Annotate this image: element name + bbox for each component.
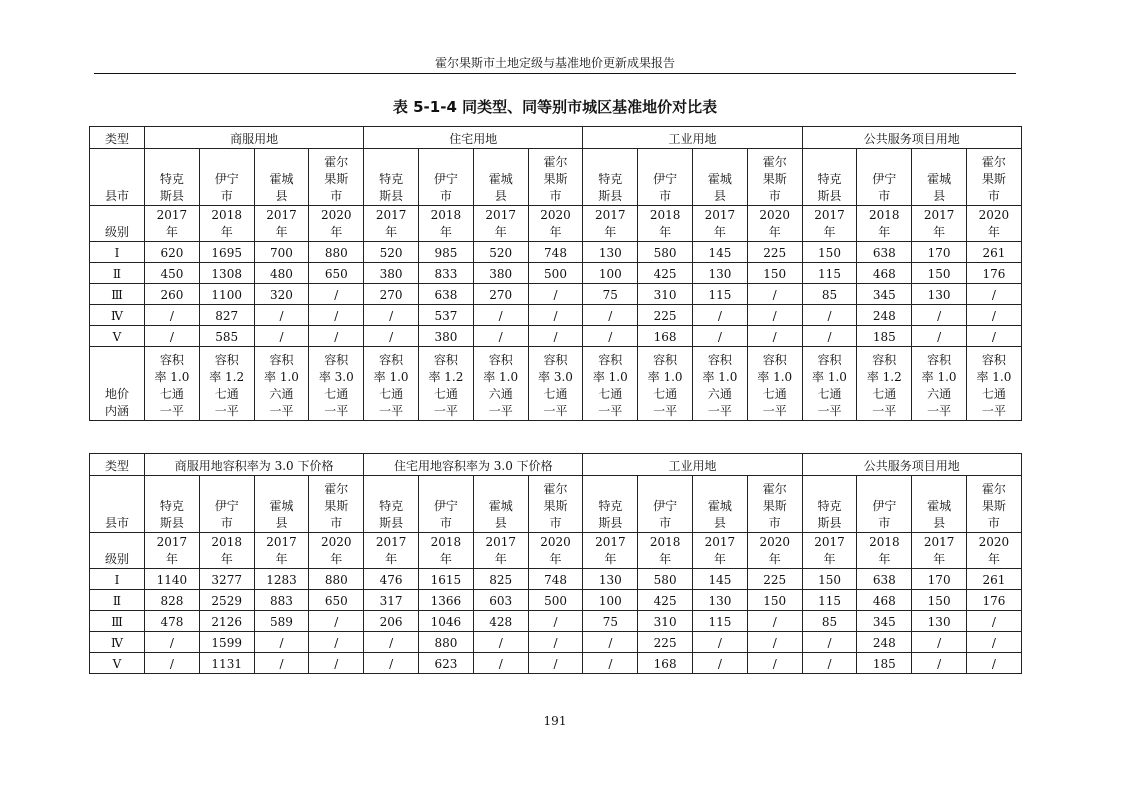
- table-row: [90, 305, 1022, 326]
- year-cell: 2017 年: [473, 533, 528, 569]
- year-cell: 2017 年: [364, 206, 419, 242]
- price-cell: 270: [364, 284, 419, 305]
- city-name: 霍尔 果斯 市: [309, 476, 364, 533]
- land-use-group: 住宅用地: [364, 127, 583, 149]
- price-cell: 320: [254, 284, 309, 305]
- price-cell: /: [967, 632, 1022, 653]
- city-name: 伊宁 市: [419, 476, 474, 533]
- price-cell: 2126: [199, 611, 254, 632]
- price-cell: 425: [638, 263, 693, 284]
- price-cell: 270: [473, 284, 528, 305]
- meaning-cell: 容积 率 3.0 七通 一平: [528, 347, 583, 421]
- year-cell: 2018 年: [857, 533, 912, 569]
- meaning-cell: 容积 率 1.0 七通 一平: [364, 347, 419, 421]
- year-cell: 2018 年: [857, 206, 912, 242]
- grade-label: 级别: [90, 533, 145, 569]
- price-cell: 85: [802, 284, 857, 305]
- price-cell: /: [309, 305, 364, 326]
- price-cell: /: [145, 305, 200, 326]
- price-cell: 748: [528, 569, 583, 590]
- city-name: 特克 斯县: [364, 476, 419, 533]
- price-cell: 638: [857, 569, 912, 590]
- price-cell: 520: [364, 242, 419, 263]
- price-cell: /: [693, 305, 748, 326]
- price-cell: 168: [638, 326, 693, 347]
- price-cell: 650: [309, 263, 364, 284]
- year-cell: 2017 年: [145, 533, 200, 569]
- price-cell: 880: [419, 632, 474, 653]
- price-cell: 115: [693, 284, 748, 305]
- price-cell: /: [912, 632, 967, 653]
- price-cell: 380: [473, 263, 528, 284]
- price-cell: 620: [145, 242, 200, 263]
- price-cell: 1615: [419, 569, 474, 590]
- city-name: 伊宁 市: [638, 476, 693, 533]
- year-cell: 2017 年: [693, 533, 748, 569]
- price-cell: /: [802, 326, 857, 347]
- price-cell: 476: [364, 569, 419, 590]
- year-cell: 2020 年: [309, 206, 364, 242]
- price-cell: 478: [145, 611, 200, 632]
- city-name: 特克 斯县: [583, 476, 638, 533]
- price-cell: /: [912, 305, 967, 326]
- price-cell: /: [528, 326, 583, 347]
- price-cell: 883: [254, 590, 309, 611]
- year-cell: 2017 年: [583, 533, 638, 569]
- price-cell: /: [802, 305, 857, 326]
- price-cell: /: [802, 632, 857, 653]
- grade-cell: Ⅴ: [90, 326, 145, 347]
- price-cell: 145: [693, 242, 748, 263]
- table-row: [90, 569, 1022, 590]
- city-name: 特克 斯县: [145, 476, 200, 533]
- year-cell: 2020 年: [967, 533, 1022, 569]
- price-cell: 225: [638, 632, 693, 653]
- price-cell: 317: [364, 590, 419, 611]
- price-cell: 206: [364, 611, 419, 632]
- grade-cell: Ⅱ: [90, 263, 145, 284]
- price-cell: 176: [967, 590, 1022, 611]
- price-cell: 225: [747, 569, 802, 590]
- meaning-cell: 容积 率 1.0 六通 一平: [254, 347, 309, 421]
- price-table-2: [89, 453, 1022, 674]
- city-name: 伊宁 市: [199, 149, 254, 206]
- price-cell: 130: [693, 263, 748, 284]
- group-header-row: [90, 127, 1022, 149]
- price-cell: 1100: [199, 284, 254, 305]
- city-name: 霍城 县: [912, 149, 967, 206]
- city-name: 霍尔 果斯 市: [528, 476, 583, 533]
- page-header: 霍尔果斯市土地定级与基准地价更新成果报告: [434, 56, 675, 70]
- price-cell: 225: [638, 305, 693, 326]
- price-cell: 115: [802, 263, 857, 284]
- price-cell: 825: [473, 569, 528, 590]
- price-cell: 176: [967, 263, 1022, 284]
- price-cell: /: [747, 284, 802, 305]
- price-cell: 623: [419, 653, 474, 674]
- price-cell: 185: [857, 653, 912, 674]
- meaning-cell: 容积 率 3.0 七通 一平: [309, 347, 364, 421]
- price-cell: /: [309, 284, 364, 305]
- price-cell: /: [364, 326, 419, 347]
- city-name: 特克 斯县: [802, 149, 857, 206]
- meaning-cell: 容积 率 1.0 七通 一平: [802, 347, 857, 421]
- city-name: 特克 斯县: [145, 149, 200, 206]
- price-cell: 985: [419, 242, 474, 263]
- year-cell: 2017 年: [145, 206, 200, 242]
- price-cell: 115: [802, 590, 857, 611]
- price-cell: /: [145, 653, 200, 674]
- price-cell: /: [967, 326, 1022, 347]
- table-row: [90, 590, 1022, 611]
- price-cell: 1283: [254, 569, 309, 590]
- land-use-group: 工业用地: [583, 127, 802, 149]
- land-use-group: 公共服务项目用地: [802, 454, 1021, 476]
- price-cell: /: [747, 653, 802, 674]
- price-cell: /: [473, 632, 528, 653]
- table-row: [90, 263, 1022, 284]
- price-table-1: [89, 126, 1022, 421]
- price-cell: 580: [638, 569, 693, 590]
- city-name: 伊宁 市: [638, 149, 693, 206]
- price-cell: /: [583, 305, 638, 326]
- price-cell: 580: [638, 242, 693, 263]
- city-name: 霍城 县: [473, 149, 528, 206]
- price-cell: 650: [309, 590, 364, 611]
- price-cell: /: [912, 326, 967, 347]
- year-cell: 2017 年: [583, 206, 638, 242]
- year-cell: 2018 年: [419, 206, 474, 242]
- price-cell: 1308: [199, 263, 254, 284]
- city-name: 霍尔 果斯 市: [309, 149, 364, 206]
- price-cell: 589: [254, 611, 309, 632]
- city-name: 霍城 县: [912, 476, 967, 533]
- price-cell: /: [145, 326, 200, 347]
- grade-cell: Ⅱ: [90, 590, 145, 611]
- price-cell: /: [473, 326, 528, 347]
- price-cell: 700: [254, 242, 309, 263]
- price-cell: 248: [857, 632, 912, 653]
- price-cell: 150: [912, 263, 967, 284]
- meaning-cell: 容积 率 1.0 六通 一平: [912, 347, 967, 421]
- price-cell: 2529: [199, 590, 254, 611]
- price-cell: /: [967, 611, 1022, 632]
- price-cell: 310: [638, 611, 693, 632]
- city-header-row: [90, 476, 1022, 533]
- price-cell: 468: [857, 263, 912, 284]
- price-cell: 85: [802, 611, 857, 632]
- price-cell: 225: [747, 242, 802, 263]
- table-title: 表 5-1-4 同类型、同等别市城区基准地价对比表: [392, 98, 718, 116]
- price-cell: /: [912, 653, 967, 674]
- price-cell: 260: [145, 284, 200, 305]
- price-cell: 537: [419, 305, 474, 326]
- price-cell: 380: [419, 326, 474, 347]
- year-cell: 2018 年: [638, 533, 693, 569]
- price-cell: /: [473, 653, 528, 674]
- table-row: [90, 611, 1022, 632]
- price-cell: 150: [747, 263, 802, 284]
- city-name: 伊宁 市: [199, 476, 254, 533]
- price-cell: /: [309, 326, 364, 347]
- grade-label: 级别: [90, 206, 145, 242]
- table-row: [90, 284, 1022, 305]
- land-use-group: 住宅用地容积率为 3.0 下价格: [364, 454, 583, 476]
- price-cell: /: [693, 653, 748, 674]
- year-cell: 2017 年: [802, 533, 857, 569]
- city-name: 霍城 县: [693, 476, 748, 533]
- price-cell: 425: [638, 590, 693, 611]
- price-cell: /: [967, 305, 1022, 326]
- group-header-row: [90, 454, 1022, 476]
- price-cell: 827: [199, 305, 254, 326]
- type-label: 类型: [90, 454, 145, 476]
- city-name: 霍尔 果斯 市: [528, 149, 583, 206]
- price-cell: 345: [857, 284, 912, 305]
- city-name: 特克 斯县: [583, 149, 638, 206]
- meaning-cell: 容积 率 1.2 七通 一平: [199, 347, 254, 421]
- price-cell: 150: [802, 569, 857, 590]
- county-label: 县市: [90, 476, 145, 533]
- price-cell: 261: [967, 569, 1022, 590]
- price-cell: 150: [747, 590, 802, 611]
- meaning-cell: 容积 率 1.0 七通 一平: [583, 347, 638, 421]
- year-cell: 2017 年: [912, 206, 967, 242]
- price-cell: /: [473, 305, 528, 326]
- city-name: 霍城 县: [254, 149, 309, 206]
- table-row: [90, 326, 1022, 347]
- meaning-cell: 容积 率 1.2 七通 一平: [419, 347, 474, 421]
- price-cell: /: [747, 326, 802, 347]
- price-cell: 480: [254, 263, 309, 284]
- price-cell: /: [528, 653, 583, 674]
- price-cell: 248: [857, 305, 912, 326]
- price-cell: 75: [583, 611, 638, 632]
- price-cell: 345: [857, 611, 912, 632]
- meaning-label: 地价 内涵: [90, 347, 145, 421]
- grade-cell: Ⅰ: [90, 242, 145, 263]
- price-cell: /: [747, 611, 802, 632]
- year-cell: 2017 年: [254, 533, 309, 569]
- price-cell: 3277: [199, 569, 254, 590]
- grade-cell: Ⅰ: [90, 569, 145, 590]
- year-cell: 2018 年: [199, 206, 254, 242]
- price-cell: /: [528, 284, 583, 305]
- price-cell: /: [747, 305, 802, 326]
- price-cell: 130: [583, 569, 638, 590]
- grade-cell: Ⅴ: [90, 653, 145, 674]
- city-name: 霍城 县: [254, 476, 309, 533]
- price-cell: 500: [528, 263, 583, 284]
- price-cell: /: [747, 632, 802, 653]
- price-cell: 500: [528, 590, 583, 611]
- year-cell: 2020 年: [528, 206, 583, 242]
- price-cell: 100: [583, 263, 638, 284]
- year-cell: 2017 年: [254, 206, 309, 242]
- price-cell: /: [528, 305, 583, 326]
- price-cell: 833: [419, 263, 474, 284]
- price-cell: /: [967, 284, 1022, 305]
- price-cell: 450: [145, 263, 200, 284]
- price-cell: 168: [638, 653, 693, 674]
- price-cell: /: [967, 653, 1022, 674]
- price-cell: 170: [912, 569, 967, 590]
- price-cell: 130: [912, 284, 967, 305]
- city-name: 伊宁 市: [857, 149, 912, 206]
- city-header-row: [90, 149, 1022, 206]
- price-cell: /: [254, 305, 309, 326]
- meaning-cell: 容积 率 1.2 七通 一平: [857, 347, 912, 421]
- year-header-row: [90, 206, 1022, 242]
- city-name: 伊宁 市: [419, 149, 474, 206]
- price-cell: /: [254, 632, 309, 653]
- price-cell: 310: [638, 284, 693, 305]
- price-cell: /: [254, 326, 309, 347]
- price-cell: 170: [912, 242, 967, 263]
- price-cell: 115: [693, 611, 748, 632]
- city-name: 霍尔 果斯 市: [747, 476, 802, 533]
- year-header-row: [90, 533, 1022, 569]
- city-name: 霍尔 果斯 市: [967, 149, 1022, 206]
- year-cell: 2017 年: [693, 206, 748, 242]
- price-cell: 1695: [199, 242, 254, 263]
- city-name: 霍尔 果斯 市: [967, 476, 1022, 533]
- price-cell: 75: [583, 284, 638, 305]
- year-cell: 2020 年: [528, 533, 583, 569]
- price-cell: 261: [967, 242, 1022, 263]
- price-cell: /: [528, 632, 583, 653]
- price-cell: /: [364, 305, 419, 326]
- land-use-group: 商服用地: [145, 127, 364, 149]
- header-rule: [94, 73, 1016, 74]
- price-cell: /: [309, 632, 364, 653]
- page-number: 191: [543, 714, 567, 728]
- price-cell: 150: [912, 590, 967, 611]
- price-cell: 185: [857, 326, 912, 347]
- price-cell: /: [309, 611, 364, 632]
- price-cell: /: [528, 611, 583, 632]
- city-name: 伊宁 市: [857, 476, 912, 533]
- land-use-group: 公共服务项目用地: [802, 127, 1021, 149]
- grade-cell: Ⅲ: [90, 284, 145, 305]
- price-cell: /: [693, 632, 748, 653]
- price-cell: /: [254, 653, 309, 674]
- land-use-group: 工业用地: [583, 454, 802, 476]
- year-cell: 2020 年: [967, 206, 1022, 242]
- price-cell: /: [802, 653, 857, 674]
- meaning-cell: 容积 率 1.0 六通 一平: [473, 347, 528, 421]
- price-cell: 428: [473, 611, 528, 632]
- table-row: [90, 242, 1022, 263]
- price-cell: 1599: [199, 632, 254, 653]
- grade-cell: Ⅲ: [90, 611, 145, 632]
- price-cell: /: [364, 632, 419, 653]
- year-cell: 2020 年: [309, 533, 364, 569]
- year-cell: 2017 年: [473, 206, 528, 242]
- price-cell: /: [583, 632, 638, 653]
- meaning-cell: 容积 率 1.0 七通 一平: [747, 347, 802, 421]
- table-row: [90, 653, 1022, 674]
- price-cell: /: [309, 653, 364, 674]
- city-name: 霍尔 果斯 市: [747, 149, 802, 206]
- price-cell: /: [145, 632, 200, 653]
- city-name: 霍城 县: [693, 149, 748, 206]
- type-label: 类型: [90, 127, 145, 149]
- year-cell: 2018 年: [199, 533, 254, 569]
- price-cell: 828: [145, 590, 200, 611]
- price-cell: /: [583, 326, 638, 347]
- price-cell: 130: [912, 611, 967, 632]
- year-cell: 2020 年: [747, 533, 802, 569]
- year-cell: 2017 年: [912, 533, 967, 569]
- price-cell: 380: [364, 263, 419, 284]
- price-cell: 130: [583, 242, 638, 263]
- meaning-cell: 容积 率 1.0 七通 一平: [967, 347, 1022, 421]
- price-cell: /: [583, 653, 638, 674]
- year-cell: 2020 年: [747, 206, 802, 242]
- year-cell: 2018 年: [638, 206, 693, 242]
- land-use-group: 商服用地容积率为 3.0 下价格: [145, 454, 364, 476]
- year-cell: 2017 年: [364, 533, 419, 569]
- price-cell: 1140: [145, 569, 200, 590]
- price-cell: 145: [693, 569, 748, 590]
- price-cell: 603: [473, 590, 528, 611]
- price-cell: /: [364, 653, 419, 674]
- price-cell: 638: [857, 242, 912, 263]
- price-cell: 130: [693, 590, 748, 611]
- grade-cell: Ⅳ: [90, 305, 145, 326]
- price-cell: 150: [802, 242, 857, 263]
- year-cell: 2018 年: [419, 533, 474, 569]
- price-cell: 1366: [419, 590, 474, 611]
- price-cell: 748: [528, 242, 583, 263]
- price-cell: 100: [583, 590, 638, 611]
- price-cell: 638: [419, 284, 474, 305]
- meaning-cell: 容积 率 1.0 七通 一平: [145, 347, 200, 421]
- grade-cell: Ⅳ: [90, 632, 145, 653]
- county-label: 县市: [90, 149, 145, 206]
- price-cell: 1046: [419, 611, 474, 632]
- city-name: 特克 斯县: [364, 149, 419, 206]
- price-cell: 520: [473, 242, 528, 263]
- price-cell: /: [693, 326, 748, 347]
- city-name: 霍城 县: [473, 476, 528, 533]
- city-name: 特克 斯县: [802, 476, 857, 533]
- meaning-cell: 容积 率 1.0 七通 一平: [638, 347, 693, 421]
- meaning-cell: 容积 率 1.0 六通 一平: [693, 347, 748, 421]
- table-row: [90, 632, 1022, 653]
- price-cell: 1131: [199, 653, 254, 674]
- price-cell: 585: [199, 326, 254, 347]
- price-cell: 880: [309, 242, 364, 263]
- meaning-row: [90, 347, 1022, 421]
- price-cell: 468: [857, 590, 912, 611]
- price-cell: 880: [309, 569, 364, 590]
- year-cell: 2017 年: [802, 206, 857, 242]
